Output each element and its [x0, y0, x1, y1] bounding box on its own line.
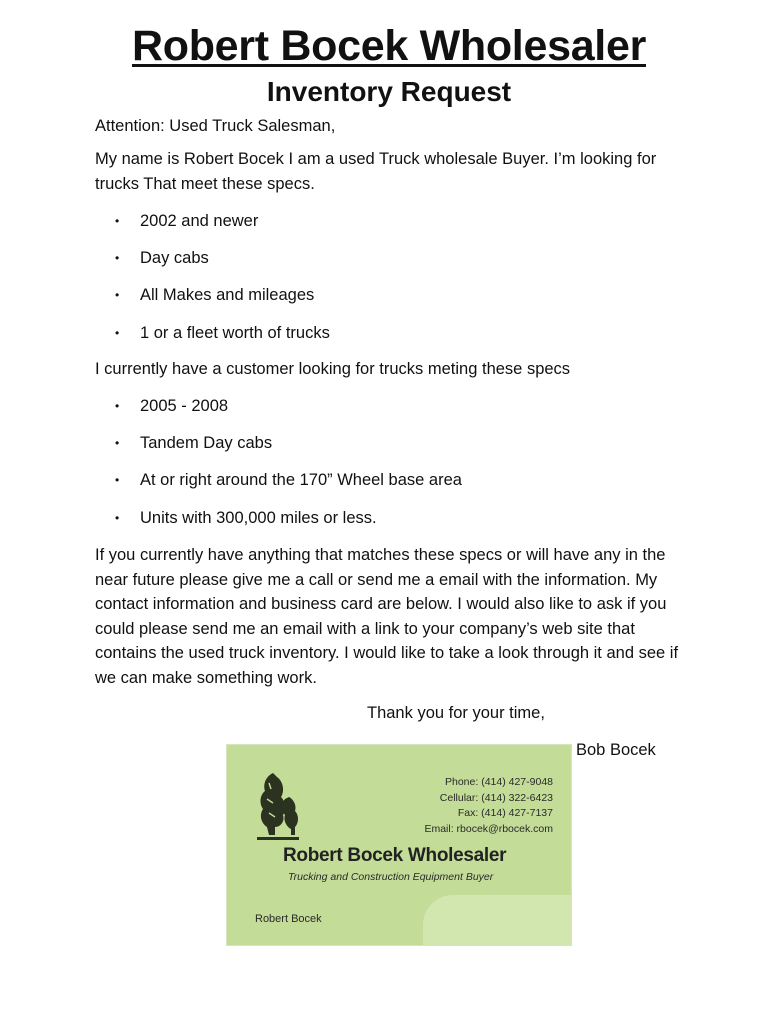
intro-paragraph: My name is Robert Bocek I am a used Truck wholesale Buyer. I’m looking for trucks That meet these specs.: [95, 150, 657, 193]
list-item: • All Makes and mileages: [95, 283, 330, 320]
card-contact-block: [424, 775, 553, 837]
document-title: Robert Bocek Wholesaler: [131, 22, 646, 70]
bullet-icon: •: [115, 510, 120, 525]
card-phone: Phone: (414) 427-9048: [445, 776, 553, 788]
card-company-name: Robert Bocek Wholesaler: [283, 845, 507, 866]
list-item: • 2002 and newer: [95, 209, 330, 246]
tree-logo-icon: [255, 769, 301, 841]
attention-line: Attention: Used Truck Salesman,: [95, 117, 336, 135]
customer-intro: I currently have a customer looking for trucks meting these specs: [95, 360, 571, 378]
list-item: • 1 or a fleet worth of trucks: [95, 321, 330, 358]
bullet-icon: •: [115, 473, 120, 488]
bullet-icon: •: [115, 436, 120, 451]
thanks-line: Thank you for your time,: [367, 704, 545, 722]
bullet-icon: •: [115, 214, 120, 228]
list-item: • Units with 300,000 miles or less.: [95, 506, 462, 543]
customer-specs-list: [95, 394, 462, 543]
bullet-icon: •: [115, 325, 120, 340]
list-item: • Day cabs: [95, 246, 330, 283]
card-email: Email: rbocek@rbocek.com: [424, 822, 553, 835]
signer-name: Bob Bocek: [576, 741, 656, 759]
bullet-icon: •: [115, 251, 120, 266]
bullet-icon: •: [115, 288, 120, 303]
card-tagline: Trucking and Construction Equipment Buyer: [288, 871, 494, 883]
closing-paragraph: If you currently have anything that matches these specs or will have any in the near future please give me a call or send me a email with the information. My contact information and business card are below. I would also like to ask if you could please send me an email with a link to your company’s web site that contains the used truck inventory. I would like to take a look through it and see if we can make something work.: [95, 546, 679, 687]
general-specs-list: [95, 209, 330, 358]
card-fax: Fax: (414) 427-7137: [457, 807, 553, 819]
document-subtitle: Inventory Request: [266, 76, 512, 107]
card-smudge: [423, 895, 572, 945]
list-item: • At or right around the 170” Wheel base area: [95, 468, 462, 505]
list-item: • 2005 - 2008: [95, 394, 462, 431]
list-item: • Tandem Day cabs: [95, 431, 462, 468]
card-cellular: Cellular: (414) 322-6423: [439, 791, 553, 804]
bullet-icon: •: [115, 399, 120, 413]
card-person-name: Robert Bocek: [255, 913, 322, 925]
business-card: [226, 744, 572, 946]
